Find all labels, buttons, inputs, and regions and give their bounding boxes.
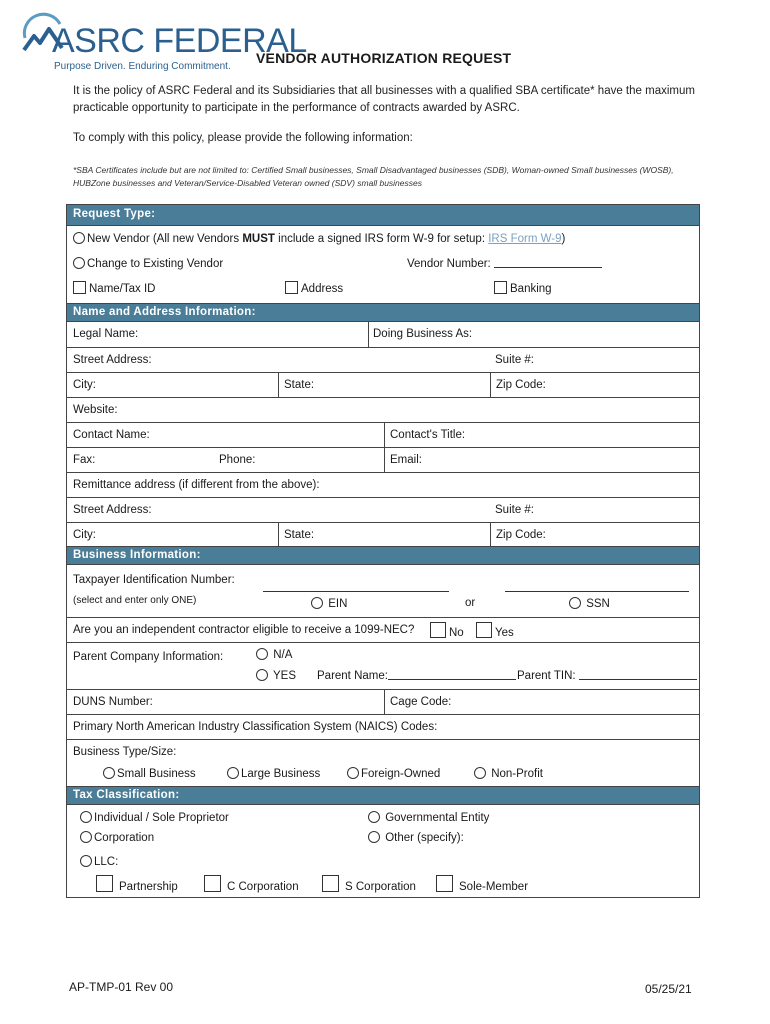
street-2-label: Street Address:: [73, 504, 152, 516]
ssn-input[interactable]: [505, 591, 689, 592]
banking-checkbox[interactable]: [494, 281, 507, 294]
select-one-note: (select and enter only ONE): [73, 595, 197, 606]
remittance-label: Remittance address (if different from the above):: [73, 479, 320, 491]
small-business-option[interactable]: Small Business: [103, 767, 196, 780]
row-street-2: [67, 498, 699, 523]
contractor-question: Are you an independent contractor eligible to receive a 1099-NEC?: [73, 624, 415, 636]
parent-na-option[interactable]: N/A: [256, 648, 292, 661]
row-street: [67, 348, 699, 373]
other-radio[interactable]: [368, 831, 380, 843]
form-date: 05/25/21: [645, 982, 692, 996]
street-label: Street Address:: [73, 354, 152, 366]
c-corp-option[interactable]: C Corporation: [204, 875, 299, 893]
state-label: State:: [284, 379, 315, 391]
large-business-radio[interactable]: [227, 767, 239, 779]
non-profit-option[interactable]: Non-Profit: [474, 767, 543, 780]
parent-yes-radio[interactable]: [256, 669, 268, 681]
row-remittance: [67, 473, 699, 498]
zip-label: Zip Code:: [496, 379, 546, 391]
city-2-label: City:: [73, 529, 96, 541]
new-vendor-option[interactable]: New Vendor (All new Vendors MUST include a signed IRS form W-9 for setup: IRS Form W-9): [73, 232, 565, 245]
row-business-type: [67, 740, 699, 787]
page-title: VENDOR AUTHORIZATION REQUEST: [256, 50, 512, 66]
ssn-option[interactable]: SSN: [569, 597, 610, 610]
request-type-block: [67, 226, 699, 304]
phone-label: Phone:: [219, 454, 256, 466]
c-corp-checkbox[interactable]: [204, 875, 221, 892]
s-corp-checkbox[interactable]: [322, 875, 339, 892]
partnership-checkbox[interactable]: [96, 875, 113, 892]
suite-2-label: Suite #:: [495, 504, 534, 516]
city-label: City:: [73, 379, 96, 391]
duns-label: DUNS Number:: [73, 696, 153, 708]
ein-input[interactable]: [263, 591, 449, 592]
row-contractor: [67, 618, 699, 643]
parent-na-radio[interactable]: [256, 648, 268, 660]
row-website: [67, 398, 699, 423]
section-name-address: Name and Address Information:: [67, 304, 699, 322]
row-city-2: [67, 523, 699, 547]
tax-block: [67, 805, 699, 897]
logo: [22, 12, 307, 74]
form-id: AP-TMP-01 Rev 00: [69, 980, 174, 994]
parent-yes-option[interactable]: YES: [256, 669, 296, 682]
contact-name-label: Contact Name:: [73, 429, 150, 441]
individual-option[interactable]: Individual / Sole Proprietor: [80, 811, 229, 824]
legal-name-label: Legal Name:: [73, 328, 139, 340]
non-profit-radio[interactable]: [474, 767, 486, 779]
irs-w9-link[interactable]: IRS Form W-9: [488, 233, 562, 245]
foreign-owned-radio[interactable]: [347, 767, 359, 779]
instruction-paragraph: To comply with this policy, please provide the following information:: [73, 132, 413, 144]
section-business: Business Information:: [67, 547, 699, 565]
name-tax-checkbox[interactable]: [73, 281, 86, 294]
row-city: [67, 373, 699, 398]
small-business-radio[interactable]: [103, 767, 115, 779]
dba-label: Doing Business As:: [373, 328, 473, 340]
website-label: Website:: [73, 404, 118, 416]
row-duns: [67, 690, 699, 715]
new-vendor-radio[interactable]: [73, 232, 85, 244]
row-naics: [67, 715, 699, 740]
change-vendor-option[interactable]: Change to Existing Vendor: [73, 257, 223, 270]
address-checkbox[interactable]: [285, 281, 298, 294]
sole-member-option[interactable]: Sole-Member: [436, 875, 528, 893]
sba-footnote: *SBA Certificates include but are not limited to: Certified Small businesses, Small Disadvantaged businesses (SDB), Woman-owned Small businesses (WOSB), HUBZone businesses and Veteran/Service-Disabled Veteran owned (SDV) small businesses: [73, 165, 674, 188]
corporation-radio[interactable]: [80, 831, 92, 843]
logo-wordmark: ASRC FEDERAL: [52, 22, 307, 60]
sole-member-checkbox[interactable]: [436, 875, 453, 892]
policy-paragraph: It is the policy of ASRC Federal and its Subsidiaries that all businesses with a qualified SBA certificate* have the maximum practicable opportunity to participate in the performance of contracts awarded by ASRC.: [73, 85, 695, 114]
contractor-no-checkbox[interactable]: [430, 622, 446, 638]
change-vendor-radio[interactable]: [73, 257, 85, 269]
zip-2-label: Zip Code:: [496, 529, 546, 541]
corporation-option[interactable]: Corporation: [80, 831, 154, 844]
row-fax: [67, 448, 699, 473]
llc-radio[interactable]: [80, 855, 92, 867]
large-business-option[interactable]: Large Business: [227, 767, 320, 780]
ein-radio[interactable]: [311, 597, 323, 609]
suite-label: Suite #:: [495, 354, 534, 366]
banking-option[interactable]: Banking: [494, 281, 552, 295]
name-tax-option[interactable]: Name/Tax ID: [73, 281, 155, 295]
parent-name-field[interactable]: Parent Name:: [317, 669, 516, 682]
parent-info-label: Parent Company Information:: [73, 651, 224, 663]
cage-label: Cage Code:: [390, 696, 452, 708]
row-legal-name: [67, 322, 699, 348]
contact-title-label: Contact's Title:: [390, 429, 466, 441]
fax-label: Fax:: [73, 454, 96, 466]
logo-tagline: Purpose Driven. Enduring Commitment.: [54, 61, 231, 72]
row-parent: [67, 643, 699, 690]
tin-label: Taxpayer Identification Number:: [73, 574, 235, 586]
contractor-yes-option[interactable]: Yes: [476, 622, 514, 639]
llc-option[interactable]: LLC:: [80, 855, 118, 868]
ssn-radio[interactable]: [569, 597, 581, 609]
parent-tin-field[interactable]: Parent TIN:: [517, 669, 697, 682]
section-request-type: Request Type:: [67, 205, 699, 226]
individual-radio[interactable]: [80, 811, 92, 823]
email-label: Email:: [390, 454, 422, 466]
state-2-label: State:: [284, 529, 315, 541]
row-tin: [67, 565, 699, 618]
business-type-label: Business Type/Size:: [73, 746, 177, 758]
naics-label: Primary North American Industry Classification System (NAICS) Codes:: [73, 721, 438, 733]
s-corp-option[interactable]: S Corporation: [322, 875, 416, 893]
address-option[interactable]: Address: [285, 281, 343, 295]
contractor-yes-checkbox[interactable]: [476, 622, 492, 638]
row-contact: [67, 423, 699, 448]
other-option[interactable]: Other (specify):: [368, 831, 464, 844]
ein-option[interactable]: EIN: [311, 597, 347, 610]
contractor-no-option[interactable]: No: [430, 622, 464, 639]
vendor-form: [66, 204, 700, 898]
governmental-option[interactable]: Governmental Entity: [368, 811, 489, 824]
governmental-radio[interactable]: [368, 811, 380, 823]
partnership-option[interactable]: Partnership: [96, 875, 178, 893]
foreign-owned-option[interactable]: Foreign-Owned: [347, 767, 440, 780]
section-tax: Tax Classification:: [67, 787, 699, 805]
vendor-number-field[interactable]: Vendor Number:: [407, 257, 602, 270]
or-label: or: [465, 597, 476, 609]
